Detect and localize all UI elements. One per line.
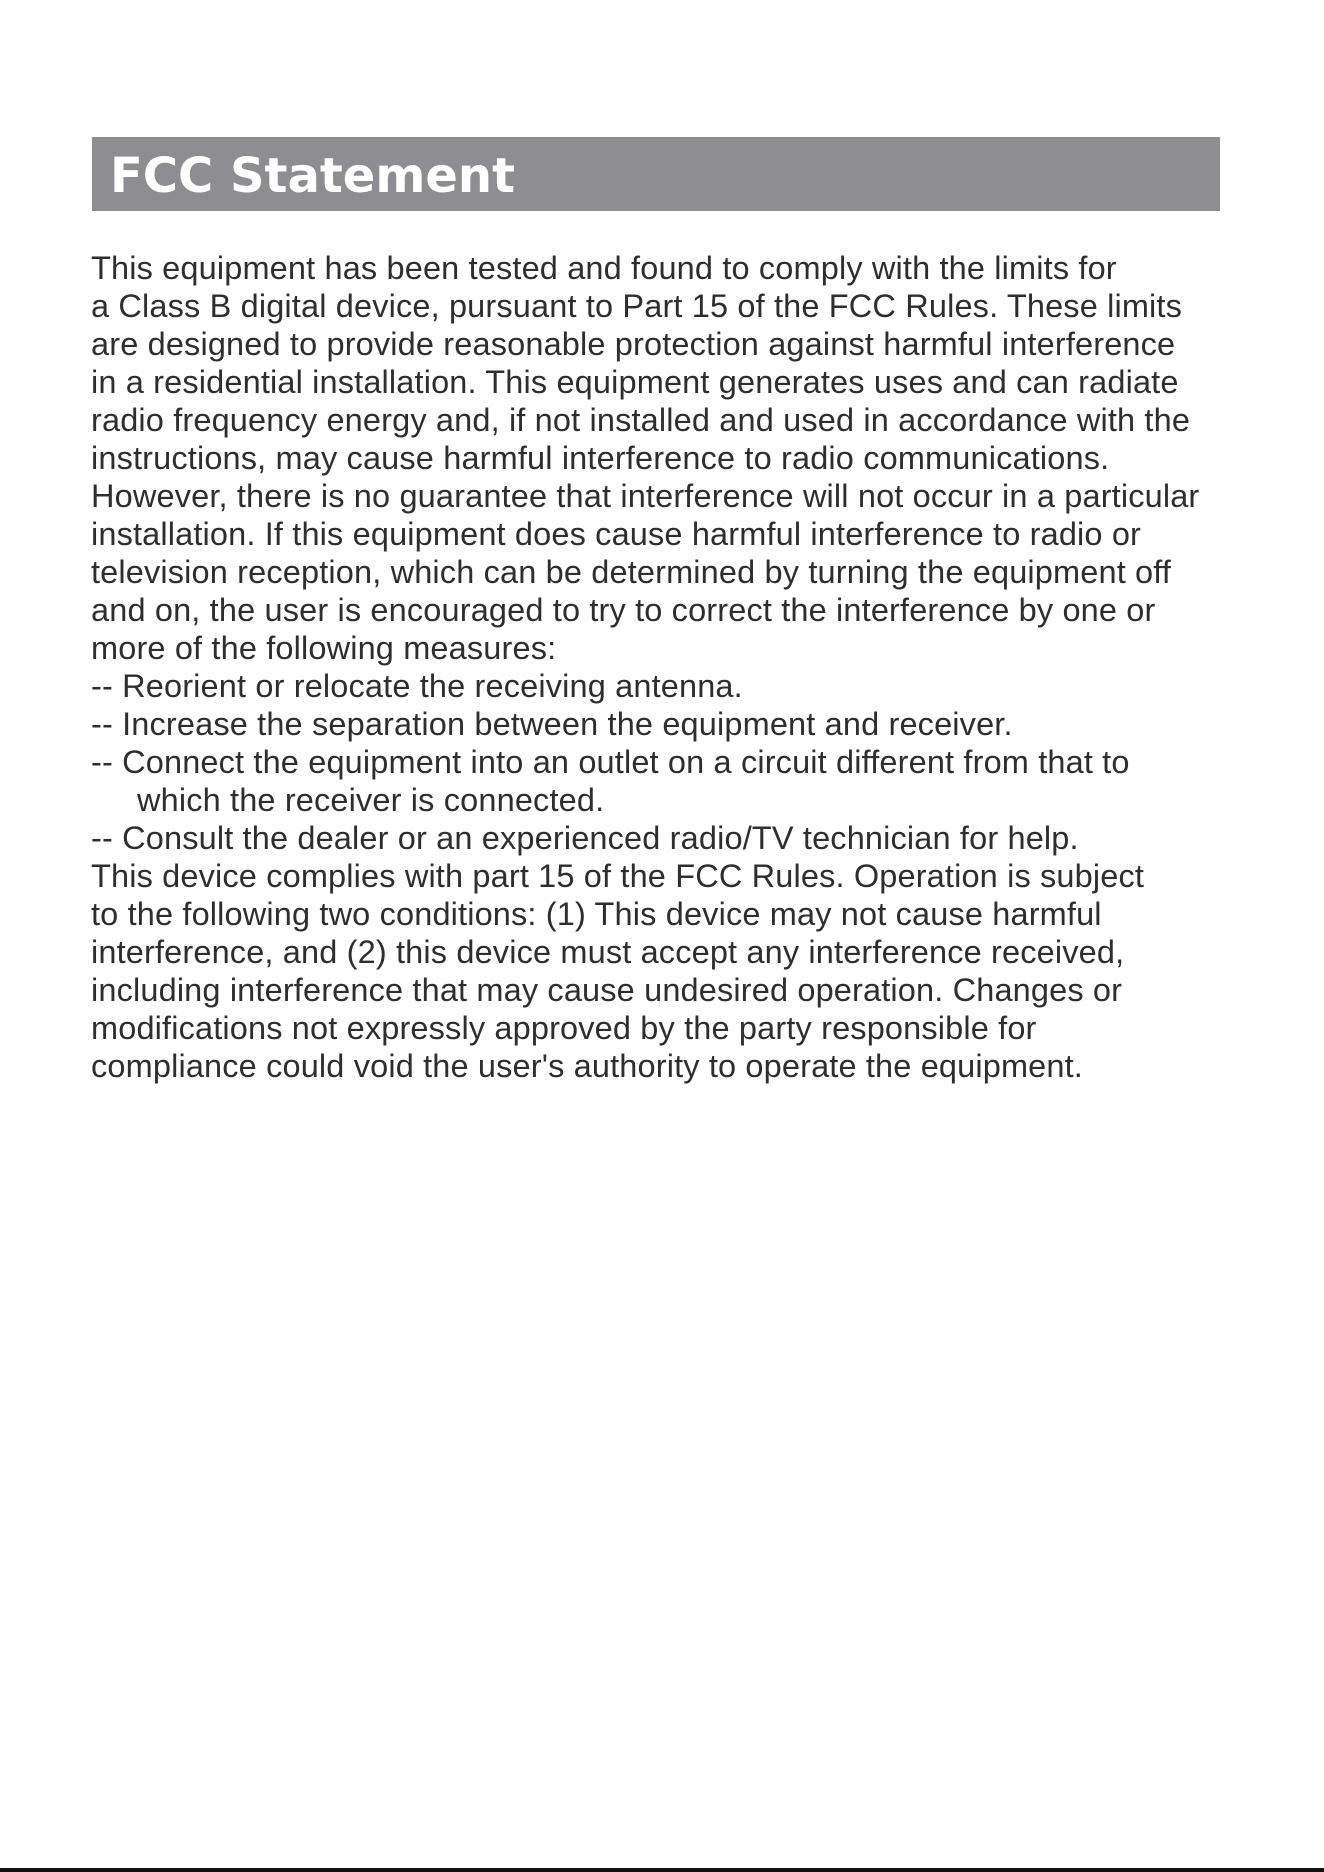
body-line: television reception, which can be determined by turning the equipment off <box>91 554 1172 590</box>
body-line: This device complies with part 15 of the FCC Rules. Operation is subject <box>91 858 1145 894</box>
body-line: more of the following measures: <box>91 630 557 666</box>
body-line: installation. If this equipment does cause harmful interference to radio or <box>91 516 1142 552</box>
body-line: instructions, may cause harmful interference to radio communications. <box>91 440 1110 476</box>
body-line: in a residential installation. This equipment generates uses and can radiate <box>91 364 1179 400</box>
body-line: a Class B digital device, pursuant to Part 15 of the FCC Rules. These limits <box>91 288 1183 324</box>
measure-item-continuation: which the receiver is connected. <box>137 782 605 818</box>
body-line: This equipment has been tested and found to comply with the limits for <box>91 250 1117 286</box>
body-line: and on, the user is encouraged to try to correct the interference by one or <box>91 592 1156 628</box>
body-line: modifications not expressly approved by the party responsible for <box>91 1010 1037 1046</box>
measure-item: -- Connect the equipment into an outlet on a circuit different from that to <box>91 744 1130 780</box>
body-line: including interference that may cause undesired operation. Changes or <box>91 972 1123 1008</box>
fcc-statement-body <box>91 249 1281 1085</box>
body-line: compliance could void the user's authority to operate the equipment. <box>91 1048 1083 1084</box>
section-header-bar <box>92 137 1220 211</box>
measure-item: -- Reorient or relocate the receiving antenna. <box>91 668 743 704</box>
body-line: radio frequency energy and, if not installed and used in accordance with the <box>91 402 1191 438</box>
measure-item: -- Consult the dealer or an experienced radio/TV technician for help. <box>91 820 1079 856</box>
body-line: interference, and (2) this device must accept any interference received, <box>91 934 1125 970</box>
body-line: However, there is no guarantee that interference will not occur in a particular <box>91 478 1200 514</box>
section-title: FCC Statement <box>110 148 516 204</box>
body-line: to the following two conditions: (1) This device may not cause harmful <box>91 896 1102 932</box>
body-line: are designed to provide reasonable protection against harmful interference <box>91 326 1176 362</box>
bottom-border <box>0 1868 1324 1872</box>
measure-item: -- Increase the separation between the equipment and receiver. <box>91 706 1013 742</box>
